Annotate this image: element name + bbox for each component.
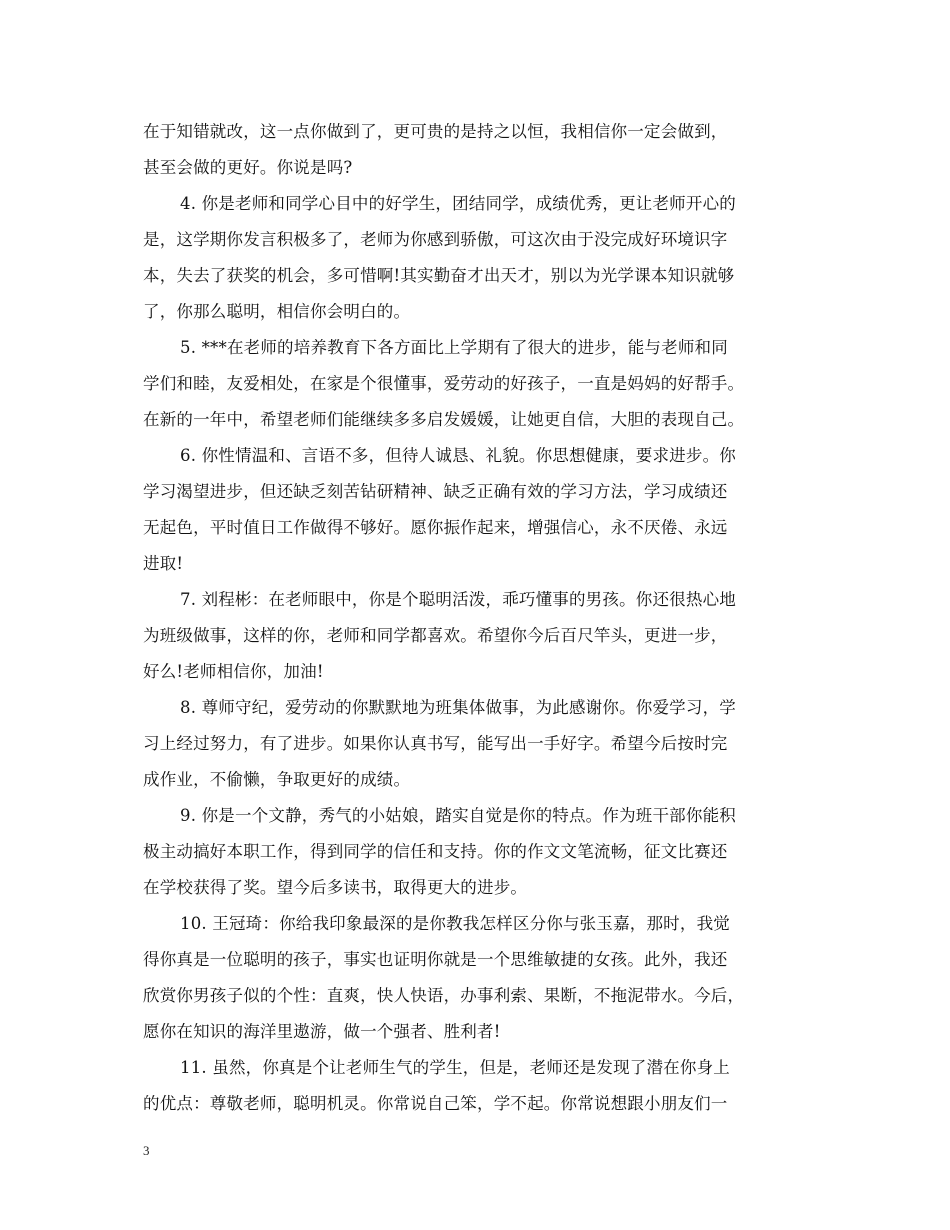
text-line: 8. 尊师守纪，爱劳动的你默默地为班集体做事，为此感谢你。你爱学习，学: [180, 698, 736, 717]
text-line: 6. 你性情温和、言语不多，但待人诚恳、礼貌。你思想健康，要求进步。你: [180, 446, 736, 465]
text-line: 10. 王冠琦：你给我印象最深的是你教我怎样区分你与张玉嘉，那时，我觉: [180, 914, 730, 933]
text-line: 习上经过努力，有了进步。如果你认真书写，能写出一手好字。希望今后按时完: [143, 734, 728, 753]
text-line: 极主动搞好本职工作，得到同学的信任和支持。你的作文文笔流畅，征文比赛还: [143, 842, 728, 861]
text-line: 在于知错就改，这一点你做到了，更可贵的是持之以恒，我相信你一定会做到，: [143, 122, 728, 141]
text-line: 学们和睦，友爱相处，在家是个很懂事，爱劳动的好孩子，一直是妈妈的好帮手。: [143, 374, 745, 393]
text-line: 成作业，不偷懒，争取更好的成绩。: [143, 770, 411, 789]
text-line: 好么!老师相信你，加油!: [143, 662, 324, 681]
text-line: 愿你在知识的海洋里遨游，做一个强者、胜利者!: [143, 1022, 501, 1041]
text-line: 无起色，平时值日工作做得不够好。愿你振作起来，增强信心，永不厌倦、永远: [143, 518, 728, 537]
text-line: 在新的一年中，希望老师们能继续多多启发媛媛，让她更自信，大胆的表现自己。: [143, 410, 745, 429]
text-line: 4. 你是老师和同学心目中的好学生，团结同学，成绩优秀，更让老师开心的: [180, 194, 736, 213]
text-line: 是，这学期你发言积极多了，老师为你感到骄傲，可这次由于没完成好环境识字: [143, 230, 728, 249]
text-line: 了，你那么聪明，相信你会明白的。: [143, 302, 411, 321]
text-line: 为班级做事，这样的你，老师和同学都喜欢。希望你今后百尺竿头，更进一步，: [143, 626, 728, 645]
page-number: 3: [143, 1143, 150, 1158]
text-line: 本，失去了获奖的机会，多可惜啊!其实勤奋才出天才，别以为光学课本知识就够: [143, 266, 735, 285]
text-line: 11. 虽然，你真是个让老师生气的学生，但是，老师还是发现了潜在你身上: [180, 1058, 730, 1077]
text-line: 5. ***在老师的培养教育下各方面比上学期有了很大的进步，能与老师和同: [180, 338, 728, 357]
text-line: 得你真是一位聪明的孩子，事实也证明你就是一个思维敏捷的女孩。此外，我还: [143, 950, 728, 969]
text-line: 甚至会做的更好。你说是吗?: [143, 158, 353, 177]
text-line: 学习渴望进步，但还缺乏刻苦钻研精神、缺乏正确有效的学习方法，学习成绩还: [143, 482, 728, 501]
text-line: 欣赏你男孩子似的个性：直爽，快人快语，办事利索、果断，不拖泥带水。今后，: [143, 986, 745, 1005]
text-line: 7. 刘程彬：在老师眼中，你是个聪明活泼，乖巧懂事的男孩。你还很热心地: [180, 590, 736, 609]
text-line: 9. 你是一个文静，秀气的小姑娘，踏实自觉是你的特点。作为班干部你能积: [180, 806, 736, 825]
text-line: 的优点：尊敬老师，聪明机灵。你常说自己笨，学不起。你常说想跟小朋友们一: [143, 1094, 728, 1113]
text-line: 进取!: [143, 554, 184, 573]
document-body: [143, 114, 813, 1122]
text-line: 在学校获得了奖。望今后多读书，取得更大的进步。: [143, 878, 528, 897]
